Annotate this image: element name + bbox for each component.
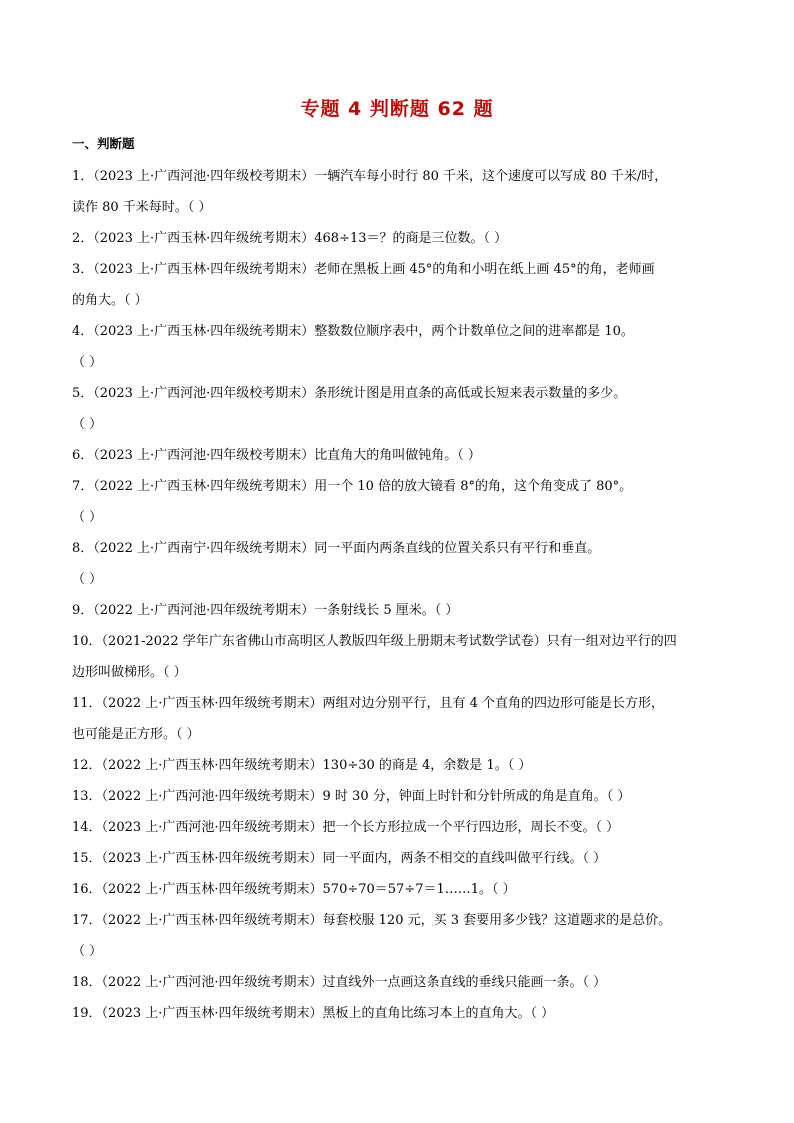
- question-line: 11．（2022 上·广西玉林·四年级统考期末）两组对边分别平行，且有 4 个直角的四边形可能是长方形，: [72, 696, 665, 711]
- question-item: [72, 595, 724, 626]
- question-line: 7．（2022 上·广西玉林·四年级统考期末）用一个 10 倍的放大镜看 8°的角，这个角变成了 80°。: [72, 479, 633, 494]
- question-line: 也可能是正方形。（ ）: [72, 727, 200, 742]
- question-line: 4．（2023 上·广西玉林·四年级统考期末）整数数位顺序表中，两个计数单位之间的进率都是 10。: [72, 324, 634, 339]
- question-item: [72, 874, 724, 905]
- section-heading: 一、判断题: [72, 136, 135, 151]
- question-line: （ ）: [72, 355, 103, 370]
- question-line: 19．（2023 上·广西玉林·四年级统考期末）黑板上的直角比练习本上的直角大。（ ）: [72, 1006, 555, 1021]
- question-line: 15．（2023 上·广西玉林·四年级统考期末）同一平面内，两条不相交的直线叫做平行线。（ ）: [72, 851, 607, 866]
- question-item: [72, 967, 724, 998]
- question-line: 10．（2021-2022 学年广东省佛山市高明区人教版四年级上册期末考试数学试卷）只有一组对边平行的四: [72, 634, 677, 649]
- question-line: （ ）: [72, 510, 103, 525]
- question-line: 17．（2022 上·广西玉林·四年级统考期末）每套校服 120 元，买 3 套要用多少钱？这道题求的是总价。: [72, 913, 672, 928]
- question-line: （ ）: [72, 944, 103, 959]
- question-item: [72, 750, 724, 781]
- question-line: 读作 80 千米每时。（ ）: [72, 200, 212, 215]
- question-item: [72, 843, 724, 874]
- question-item: [72, 254, 724, 316]
- question-line: （ ）: [72, 572, 103, 587]
- question-item: [72, 316, 724, 378]
- question-line: 1．（2023 上·广西河池·四年级校考期末）一辆汽车每小时行 80 千米，这个速度可以写成 80 千米/时，: [72, 169, 668, 184]
- question-line: （ ）: [72, 417, 103, 432]
- question-line: 13．（2022 上·广西河池·四年级统考期末）9 时 30 分，钟面上时针和分针所成的角是直角。（ ）: [72, 789, 631, 804]
- question-line: 3．（2023 上·广西玉林·四年级统考期末）老师在黑板上画 45°的角和小明在纸上画 45°的角，老师画: [72, 262, 655, 277]
- question-line: 5．（2023 上·广西河池·四年级校考期末）条形统计图是用直条的高低或长短来表示数量的多少。: [72, 386, 627, 401]
- question-list: [72, 161, 724, 1029]
- question-item: [72, 688, 724, 750]
- question-item: [72, 533, 724, 595]
- question-item: [72, 781, 724, 812]
- question-item: [72, 998, 724, 1029]
- question-line: 8．（2022 上·广西南宁·四年级统考期末）同一平面内两条直线的位置关系只有平行和垂直。: [72, 541, 601, 556]
- question-line: 9．（2022 上·广西河池·四年级统考期末）一条射线长 5 厘米。（ ）: [72, 603, 459, 618]
- question-line: 14．（2023 上·广西河池·四年级统考期末）把一个长方形拉成一个平行四边形，周长不变。（ ）: [72, 820, 620, 835]
- question-item: [72, 905, 724, 967]
- page-title: 专题 4 判断题 62 题: [300, 98, 494, 120]
- question-line: 12．（2022 上·广西玉林·四年级统考期末）130÷30 的商是 4，余数是 1。（ ）: [72, 758, 532, 773]
- question-item: [72, 161, 724, 223]
- question-line: 16．（2022 上·广西玉林·四年级统考期末）570÷70＝57÷7＝1……1。（ ）: [72, 882, 516, 897]
- question-item: [72, 440, 724, 471]
- question-item: [72, 471, 724, 533]
- question-item: [72, 378, 724, 440]
- question-line: 6．（2023 上·广西河池·四年级校考期末）比直角大的角叫做钝角。（ ）: [72, 448, 481, 463]
- question-line: 边形叫做梯形。（ ）: [72, 665, 187, 680]
- question-item: [72, 223, 724, 254]
- question-line: 18．（2022 上·广西河池·四年级统考期末）过直线外一点画这条直线的垂线只能画一条。（ ）: [72, 975, 607, 990]
- question-item: [72, 626, 724, 688]
- question-line: 2．（2023 上·广西玉林·四年级统考期末）468÷13＝？的商是三位数。（ ）: [72, 231, 508, 246]
- question-item: [72, 812, 724, 843]
- question-line: 的角大。（ ）: [72, 293, 148, 308]
